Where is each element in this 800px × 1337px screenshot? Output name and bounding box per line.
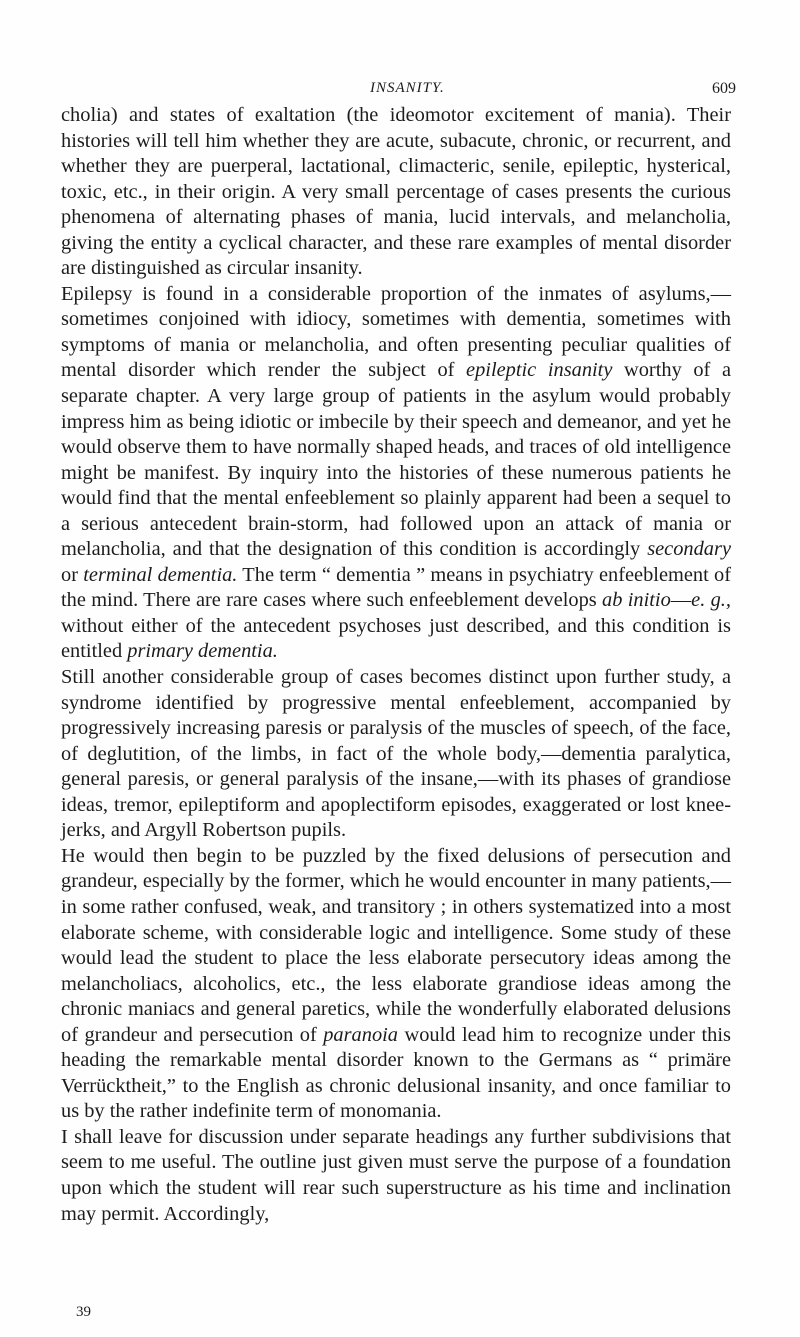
text-run: I shall leave for discussion under separate headings any further subdivisions that seem to me useful. The outline just given must serve the purpose of a foundation upon which the student will rear such superstructure as his time and inclination may permit. Accordingly, (61, 1125, 731, 1225)
paragraph (61, 665, 731, 844)
body-text (61, 103, 731, 1227)
paragraph (61, 103, 731, 282)
italic-text: epileptic insanity (466, 359, 613, 382)
text-run: without either of the antecedent psychoses just described, and this condition is entitled (61, 614, 731, 663)
paragraph (61, 844, 731, 1125)
text-run: cholia) and states of exaltation (the ideomotor excitement of mania). Their histories will tell him whether they are acute, subacute, chronic, or recurrent, and whether they are puerperal, lactational, climacteric, senile, epileptic, hysterical, toxic, etc., in their origin. A very small percentage of cases presents the curious phenomena of alternating phases of mania, lucid intervals, and melancholia, giving the entity a cyclical character, and these rare examples of mental disorder are distinguished as circular insanity. (61, 104, 731, 280)
text-run: would lead him to recognize under this heading the remarkable mental disorder known to the Germans as “ primäre Verrücktheit,” to the English as chronic delusional insanity, and once familiar to us by the rather indefinite term of monomania. (61, 1023, 731, 1123)
paragraph (61, 282, 731, 665)
paragraph (61, 1125, 731, 1227)
text-run: The term “ dementia ” means in psychiatry enfeeblement of the mind. There are rare cases where such enfeeblement develops (61, 563, 732, 612)
page-number: 609 (712, 80, 736, 97)
italic-text: terminal dementia. (83, 563, 238, 586)
signature-mark: 39 (76, 1304, 91, 1320)
italic-text: ab initio (602, 589, 671, 612)
text-run: worthy of a separate chapter. A very large group of patients in the asylum would probably impress him as being idiotic or imbecile by their speech and demeanor, and yet he would observe them to have normally shaped heads, and traces of old intelligence might be manifest. By inquiry into the histories of these numerous patients he would find that the mental enfeeblement so plainly apparent had been a sequel to a serious antecedent brain-storm, had followed upon an attack of mania or melancholia, and that the designation of this condition is accordingly (61, 359, 731, 561)
text-run: He would then begin to be puzzled by the fixed delusions of persecution and grandeur, especially by the former, which he would encounter in many patients,—in some rather confused, weak, and transitory ; in others systematized into a most elaborate scheme, with considerable logic and intelligence. Some study of these would lead the student to place the less elaborate persecutory ideas among the melancholiacs, alcoholics, etc., the less elaborate grandiose ideas among the chronic maniacs and general paretics, while the wonderfully elaborated delusions of grandeur and persecution of (61, 844, 731, 1046)
italic-text: primary dementia. (127, 640, 278, 663)
italic-text: e. g., (691, 589, 731, 612)
italic-text: paranoia (323, 1023, 399, 1046)
running-title: INSANITY. (370, 80, 445, 96)
text-run: Epilepsy is found in a considerable proportion of the inmates of asylums,—sometimes conjoined with idiocy, sometimes with dementia, sometimes with symptoms of mania or melancholia, and often presenting peculiar qualities of mental disorder which render the subject of (61, 282, 731, 382)
italic-text: secondary (647, 538, 731, 561)
text-run: Still another considerable group of cases becomes distinct upon further study, a syndrome identified by progressive mental enfeeblement, accompanied by progressively increasing paresis or paralysis of the muscles of speech, of the face, of deglutition, of the limbs, in fact of the whole body,—dementia paralytica, general paresis, or general paralysis of the insane,—with its phases of grandiose ideas, tremor, epileptiform and apoplectiform episodes, exaggerated or lost knee-jerks, and Argyll Robertson pupils. (61, 666, 731, 842)
text-run: — (670, 589, 692, 612)
text-run: or (61, 563, 84, 586)
